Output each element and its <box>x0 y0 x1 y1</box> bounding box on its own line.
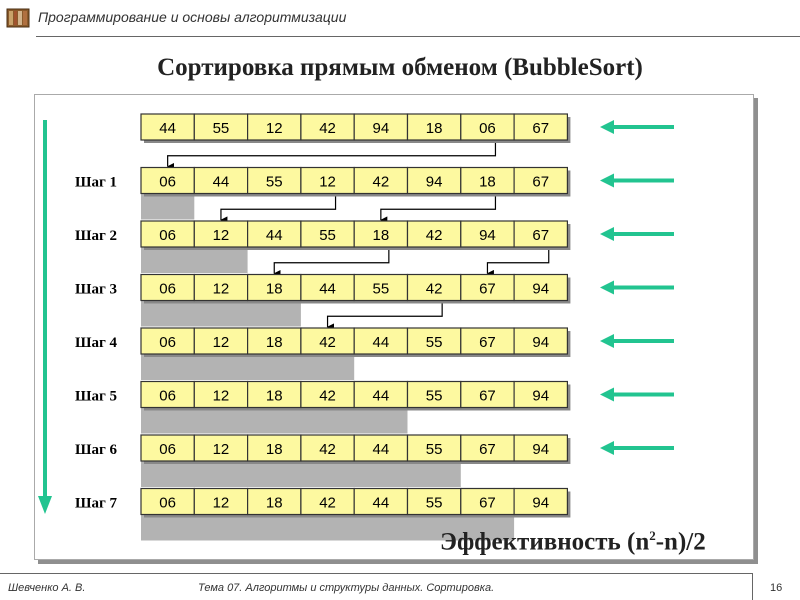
cell-value: 42 <box>319 120 336 137</box>
cell-value: 12 <box>212 494 230 512</box>
cell-value: 42 <box>319 494 336 512</box>
array-cell <box>141 275 194 301</box>
cell-value: 67 <box>532 227 550 244</box>
left-arrow-icon <box>600 334 614 348</box>
cell-value: 18 <box>265 280 283 298</box>
sorted-bar-2 <box>141 247 248 273</box>
left-arrow-icon <box>600 281 614 295</box>
array-cell <box>248 275 301 301</box>
cell-value: 67 <box>479 494 496 512</box>
cell-value: 67 <box>479 280 496 298</box>
cell-value: 94 <box>532 334 550 351</box>
efficiency-prefix: Эффективность (n <box>440 528 650 556</box>
array-cell <box>194 275 247 301</box>
cell-value: 12 <box>319 173 336 191</box>
cell-value: 67 <box>479 334 496 351</box>
cell-value: 06 <box>159 387 176 405</box>
array-cell <box>301 328 354 354</box>
cell-value: 18 <box>265 441 283 458</box>
cell-value: 44 <box>372 387 390 405</box>
step-label: Шаг 3 <box>75 281 118 298</box>
array-cell <box>194 221 247 247</box>
array-cell <box>301 435 354 461</box>
progress-down-arrow-icon <box>38 120 52 514</box>
array-cell <box>248 328 301 354</box>
left-arrow-icon <box>600 174 614 188</box>
array-cell <box>141 328 194 354</box>
cell-value: 94 <box>479 227 496 244</box>
array-cell <box>248 435 301 461</box>
array-cell <box>248 114 301 140</box>
array-cell <box>194 382 247 408</box>
array-cell <box>514 114 567 140</box>
array-cell <box>248 168 301 194</box>
step-label: Шаг 4 <box>75 335 118 351</box>
cell-value: 42 <box>372 173 390 191</box>
footer-separator <box>752 573 753 600</box>
cell-value: 94 <box>532 280 550 298</box>
array-cell <box>408 489 461 515</box>
array-cell <box>194 328 247 354</box>
cell-value: 44 <box>319 280 336 298</box>
array-cell <box>461 328 514 354</box>
cell-value: 18 <box>479 173 496 191</box>
cell-value: 44 <box>372 494 390 512</box>
array-cell <box>354 114 407 140</box>
array-cell <box>354 435 407 461</box>
array-cell <box>408 221 461 247</box>
cell-value: 42 <box>425 227 443 244</box>
array-cell <box>354 328 407 354</box>
cell-value: 12 <box>212 334 230 351</box>
cell-value: 67 <box>532 173 550 191</box>
cell-value: 67 <box>479 441 496 458</box>
swap-connector-1 <box>221 194 336 221</box>
cell-value: 94 <box>532 387 550 405</box>
cell-value: 55 <box>372 280 390 298</box>
cell-value: 06 <box>159 334 176 351</box>
array-cell <box>514 275 567 301</box>
cell-value: 42 <box>319 387 336 405</box>
array-cell <box>194 114 247 140</box>
cell-value: 18 <box>265 387 283 405</box>
cell-value: 06 <box>479 120 496 137</box>
efficiency-suffix: -n)/2 <box>655 528 706 556</box>
direction-arrows <box>600 120 674 455</box>
array-cell <box>141 435 194 461</box>
cell-value: 06 <box>159 441 176 458</box>
cell-value: 94 <box>372 120 390 137</box>
array-cell <box>408 328 461 354</box>
array-cell <box>514 489 567 515</box>
array-cell <box>514 221 567 247</box>
cell-value: 44 <box>372 441 390 458</box>
cell-value: 12 <box>212 227 230 244</box>
cell-value: 12 <box>212 387 230 405</box>
step-label: Шаг 7 <box>75 495 118 512</box>
step-label: Шаг 6 <box>75 442 118 458</box>
left-arrow-icon <box>600 227 614 241</box>
efficiency-exponent: 2 <box>649 528 656 543</box>
array-cell <box>301 382 354 408</box>
cell-value: 55 <box>425 334 443 351</box>
cell-value: 67 <box>532 120 550 137</box>
array-cell <box>514 382 567 408</box>
left-arrow-icon <box>600 388 614 402</box>
array-cell <box>408 168 461 194</box>
cell-value: 12 <box>212 280 230 298</box>
array-cell <box>461 489 514 515</box>
array-cell <box>408 275 461 301</box>
step-label: Шаг 1 <box>75 174 118 191</box>
array-cell <box>301 221 354 247</box>
array-cell <box>141 114 194 140</box>
swap-connector-0 <box>168 140 496 167</box>
array-cell <box>141 489 194 515</box>
sorted-bar-6 <box>141 461 461 487</box>
step-label: Шаг 5 <box>75 388 118 405</box>
cell-value: 42 <box>425 280 443 298</box>
cell-value: 06 <box>159 494 176 512</box>
cell-value: 18 <box>265 494 283 512</box>
cell-value: 55 <box>265 173 283 191</box>
cell-value: 06 <box>159 280 176 298</box>
array-cell <box>354 489 407 515</box>
cell-value: 06 <box>159 173 176 191</box>
step-label: Шаг 2 <box>75 228 118 244</box>
array-cell <box>514 328 567 354</box>
cell-value: 44 <box>212 173 230 191</box>
cell-value: 44 <box>372 334 390 351</box>
array-cell <box>514 435 567 461</box>
array-cell <box>461 382 514 408</box>
array-cell <box>408 382 461 408</box>
swap-connector-3 <box>274 247 389 274</box>
array-cell <box>248 382 301 408</box>
array-cell <box>141 221 194 247</box>
footer-divider <box>0 573 752 574</box>
array-cell <box>408 435 461 461</box>
array-cell <box>248 221 301 247</box>
array-cell <box>301 489 354 515</box>
cell-value: 94 <box>532 441 550 458</box>
cell-value: 42 <box>319 334 336 351</box>
sorted-bar-5 <box>141 408 408 434</box>
cell-value: 18 <box>265 334 283 351</box>
cell-value: 94 <box>425 173 443 191</box>
array-cell <box>461 168 514 194</box>
header-title: Программирование и основы алгоритмизации <box>38 9 347 25</box>
left-arrow-icon <box>600 120 614 134</box>
swap-connector-5 <box>328 301 443 328</box>
array-cell <box>461 114 514 140</box>
cell-value: 12 <box>265 120 283 137</box>
array-cell <box>301 168 354 194</box>
cell-value: 55 <box>425 494 443 512</box>
slide-title: Сортировка прямым обменом (BubbleSort) <box>157 54 643 81</box>
array-cell <box>408 114 461 140</box>
cell-value: 44 <box>159 120 176 137</box>
sorted-bar-3 <box>141 301 301 327</box>
array-cell <box>354 221 407 247</box>
array-cell <box>194 168 247 194</box>
swap-connector-4 <box>487 247 548 274</box>
array-cell <box>461 221 514 247</box>
array-cell <box>194 489 247 515</box>
array-cell <box>461 435 514 461</box>
sorted-bar-1 <box>141 194 194 220</box>
array-cell <box>141 382 194 408</box>
array-cell <box>248 489 301 515</box>
array-cell <box>354 382 407 408</box>
step-labels <box>75 175 118 512</box>
array-cell <box>461 275 514 301</box>
array-cell <box>354 275 407 301</box>
footer-author: Шевченко А. В. <box>8 582 86 594</box>
cell-value: 55 <box>425 387 443 405</box>
cell-value: 55 <box>319 227 336 244</box>
cell-value: 42 <box>319 441 336 458</box>
footer-topic: Тема 07. Алгоритмы и структуры данных. Сортировка. <box>198 582 495 594</box>
sorted-bar-4 <box>141 354 354 380</box>
cell-value: 18 <box>372 227 390 244</box>
array-cell <box>301 114 354 140</box>
array-cell <box>514 168 567 194</box>
page-number: 16 <box>770 582 783 594</box>
swap-connector-2 <box>381 194 496 221</box>
cell-value: 94 <box>532 494 550 512</box>
array-cell <box>194 435 247 461</box>
cell-value: 18 <box>425 120 443 137</box>
cell-value: 06 <box>159 227 176 244</box>
left-arrow-icon <box>600 441 614 455</box>
cell-value: 67 <box>479 387 496 405</box>
cell-value: 55 <box>212 120 230 137</box>
array-cell <box>141 168 194 194</box>
efficiency-formula <box>440 528 706 556</box>
cell-value: 44 <box>265 227 283 244</box>
array-cell <box>354 168 407 194</box>
array-cell <box>301 275 354 301</box>
cell-value: 55 <box>425 441 443 458</box>
cell-value: 12 <box>212 441 230 458</box>
